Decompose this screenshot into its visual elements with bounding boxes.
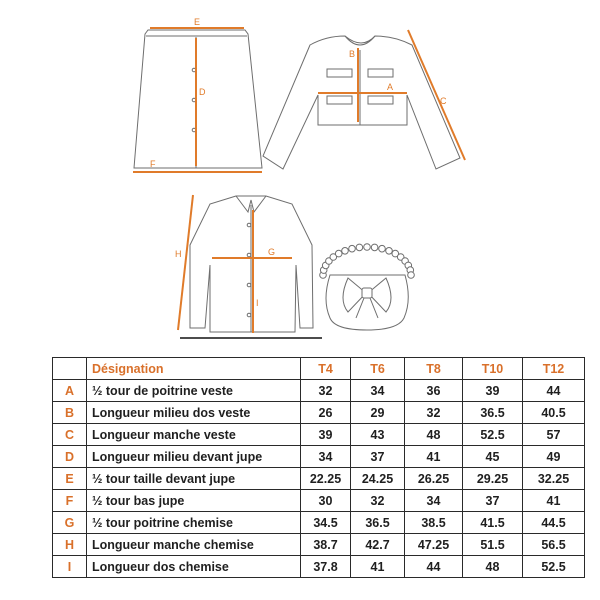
row-value: 44 (405, 556, 463, 578)
row-value: 57 (523, 424, 585, 446)
row-value: 32 (351, 490, 405, 512)
table-row (53, 402, 585, 424)
row-value: 37.8 (301, 556, 351, 578)
shirt-sketch (190, 196, 313, 332)
row-value: 37 (463, 490, 523, 512)
skirt-label-e: E (194, 17, 201, 27)
row-value: 37 (351, 446, 405, 468)
row-label: Longueur milieu devant jupe (87, 446, 301, 468)
jacket-label-a: A (387, 82, 394, 92)
skirt-sketch (134, 30, 262, 168)
shirt-label-h: H (175, 249, 182, 259)
bag-bead (364, 244, 371, 251)
row-label: ½ tour bas jupe (87, 490, 301, 512)
header-empty-cell (53, 358, 87, 380)
row-value: 52.5 (463, 424, 523, 446)
row-value: 36 (405, 380, 463, 402)
row-value: 26.25 (405, 468, 463, 490)
row-value: 52.5 (523, 556, 585, 578)
row-value: 34 (301, 446, 351, 468)
row-letter: G (53, 512, 87, 534)
bag-bead (371, 244, 378, 251)
bag-bead (342, 248, 349, 255)
jacket-sketch (263, 36, 460, 169)
row-value: 41 (523, 490, 585, 512)
row-value: 36.5 (463, 402, 523, 424)
row-value: 40.5 (523, 402, 585, 424)
row-value: 47.25 (405, 534, 463, 556)
row-letter: F (53, 490, 87, 512)
table-row (53, 446, 585, 468)
row-label: ½ tour de poitrine veste (87, 380, 301, 402)
row-value: 39 (463, 380, 523, 402)
row-value: 29.25 (463, 468, 523, 490)
bag-bead (386, 248, 393, 255)
row-value: 36.5 (351, 512, 405, 534)
row-letter: C (53, 424, 87, 446)
row-value: 26 (301, 402, 351, 424)
header-size-t6: T6 (351, 358, 405, 380)
table-row (53, 424, 585, 446)
row-value: 32 (405, 402, 463, 424)
header-size-t4: T4 (301, 358, 351, 380)
bag-bead (349, 245, 356, 252)
bag-bead (335, 250, 342, 257)
table-row (53, 380, 585, 402)
row-value: 41 (405, 446, 463, 468)
row-label: Longueur milieu dos veste (87, 402, 301, 424)
row-letter: H (53, 534, 87, 556)
row-value: 51.5 (463, 534, 523, 556)
row-value: 34 (351, 380, 405, 402)
bag-sketch (320, 244, 415, 330)
row-letter: E (53, 468, 87, 490)
row-value: 29 (351, 402, 405, 424)
row-value: 45 (463, 446, 523, 468)
row-value: 44.5 (523, 512, 585, 534)
row-value: 39 (301, 424, 351, 446)
row-label: Longueur manche veste (87, 424, 301, 446)
row-label: Longueur manche chemise (87, 534, 301, 556)
row-value: 43 (351, 424, 405, 446)
size-chart-table (52, 357, 585, 578)
row-value: 22.25 (301, 468, 351, 490)
header-size-t8: T8 (405, 358, 463, 380)
row-label: ½ tour taille devant jupe (87, 468, 301, 490)
skirt-label-f: F (150, 159, 156, 169)
row-value: 32 (301, 380, 351, 402)
row-value: 34.5 (301, 512, 351, 534)
row-value: 30 (301, 490, 351, 512)
row-letter: A (53, 380, 87, 402)
bag-bead (408, 272, 415, 279)
row-value: 48 (463, 556, 523, 578)
row-value: 32.25 (523, 468, 585, 490)
row-letter: D (53, 446, 87, 468)
row-value: 49 (523, 446, 585, 468)
row-value: 42.7 (351, 534, 405, 556)
table-row (53, 490, 585, 512)
row-label: Longueur dos chemise (87, 556, 301, 578)
header-size-t12: T12 (523, 358, 585, 380)
shirt-label-g: G (268, 247, 276, 257)
bag-bead (356, 244, 363, 251)
row-value: 56.5 (523, 534, 585, 556)
table-row (53, 534, 585, 556)
jacket-label-b: B (349, 49, 356, 59)
row-value: 38.5 (405, 512, 463, 534)
skirt-label-d: D (199, 87, 206, 97)
table-row (53, 512, 585, 534)
header-size-t10: T10 (463, 358, 523, 380)
row-value: 48 (405, 424, 463, 446)
bag-bead (379, 245, 386, 252)
jacket-label-c: C (440, 96, 447, 106)
bag-bead-handle (320, 244, 415, 279)
row-value: 34 (405, 490, 463, 512)
row-letter: I (53, 556, 87, 578)
row-value: 41 (351, 556, 405, 578)
row-label: ½ tour poitrine chemise (87, 512, 301, 534)
row-letter: B (53, 402, 87, 424)
row-value: 24.25 (351, 468, 405, 490)
table-header-row (53, 358, 585, 380)
row-value: 44 (523, 380, 585, 402)
shirt-label-i: I (256, 298, 259, 308)
header-designation: Désignation (87, 358, 301, 380)
row-value: 38.7 (301, 534, 351, 556)
table-row (53, 556, 585, 578)
row-value: 41.5 (463, 512, 523, 534)
table-row (53, 468, 585, 490)
